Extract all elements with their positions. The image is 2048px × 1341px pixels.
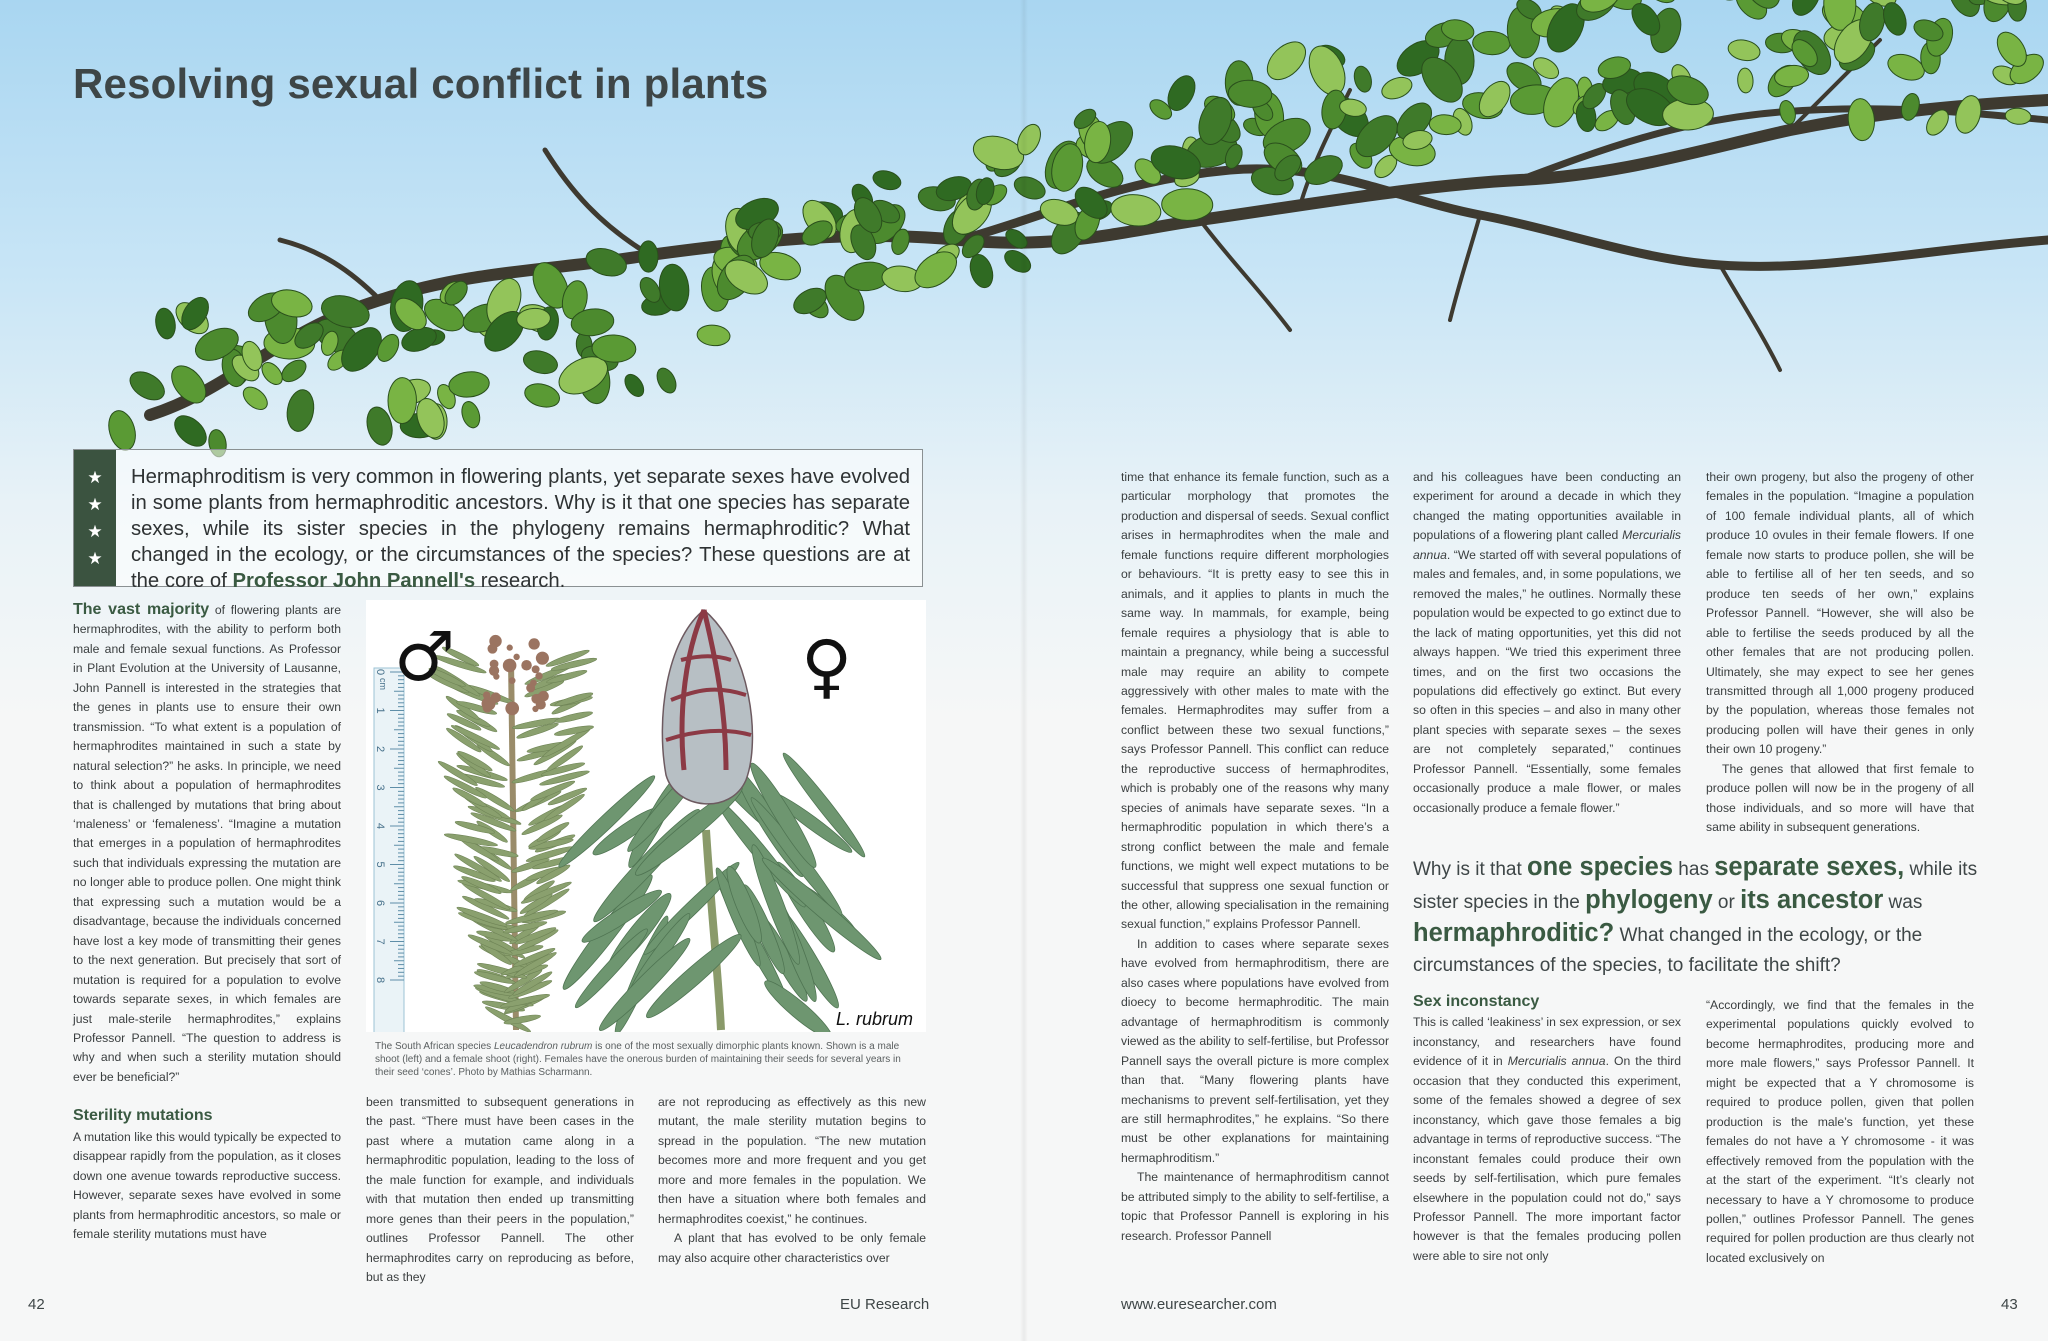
figure-caption: The South African species Leucadendron rubrum is one of the most sexually dimorphic plants known. Shown is a male shoot (left) and a female shoot (right). Females have the onerous burden of maintaining their seeds for several years in their seed ‘cones’. Photo by Mathias Scharmann. (375, 1041, 901, 1078)
ruler-number: 5 (374, 861, 386, 868)
leaf-shape (522, 380, 562, 411)
column-2 (366, 1093, 634, 1288)
flower-bud (536, 699, 546, 709)
column-5-top (1413, 468, 1681, 818)
flower-bud (484, 701, 493, 710)
leaf-shape (1726, 37, 1762, 63)
flower-bud (491, 692, 501, 702)
standfirst-text: Hermaphroditism is very common in flowering plants, yet separate sexes have evolved in some plants from hermaphroditic ancestors. Why is it that one species has separate sexes, while its sister species in the phylogeny remains hermaphroditic? What changed in the ecology, or the circumstances of the species? These questions are at the core of Professor John Pannell's research. (131, 466, 910, 592)
paragraph: The genes that allowed that first female to produce pollen will now be in the progeny of all those individuals, and so more will have that same ability in subsequent generations. (1706, 761, 1974, 835)
paragraph: and his colleagues have been conducting an experiment for around a decade in which they changed the mating opportunities available in populations of a flowering plant called Mercurialis annua. “We started off with several populations of males and females, and, in some populations, we removed the males,” he outlines. Normally these population would be expected to go extinct due to the lack of mating opportunities, yet this did not always happen. “We tried this experiment three times, and on the first two occasions the populations did effectively go extinct. But every so often in this species – and also in many other plant species with separate sexes – the sexes are not completely separated,” continues Professor Pannell. “Essentially, some females occasionally produce a male flower, or males occasionally produce a female flower.” (1413, 470, 1681, 815)
lead-in: The vast majority (73, 601, 210, 618)
leaf-shape (1001, 246, 1035, 277)
leaf-shape (1352, 64, 1374, 94)
flower-bud (483, 691, 491, 699)
ruler-number: 4 (374, 823, 386, 830)
leaf-shape (638, 241, 658, 272)
flower-bud (535, 672, 542, 679)
specimen-illustration (366, 600, 926, 1032)
leaf-shape (104, 408, 139, 454)
paragraph: been transmitted to subsequent generations in the past. “There must have been cases in the past where a mutation came along in a hermaphroditic population, leading to the loss of the male function for example, and individuals with that mutation then ended up transmitting more genes than their peers in the population,” outlines Professor Pannell. The other hermaphrodites carry on reproducing as before, but as they (366, 1095, 634, 1285)
paragraph: are not reproducing as effectively as this new mutant, the male sterility mutation begins to spread in the population. “The new mutation becomes more and more frequent and you get more and more females in the population. We then have a situation where both females and hermaphrodites coexist,” he continues. (658, 1095, 926, 1226)
column-6-top (1706, 468, 1974, 838)
ruler-number: 3 (374, 784, 386, 791)
flower-bud (507, 645, 513, 651)
flower-bud (526, 683, 535, 692)
flower-bud (521, 660, 532, 671)
paragraph: A plant that has evolved to be only female may also acquire other characteristics over (658, 1231, 926, 1265)
male-symbol-icon: ♂ (394, 618, 455, 697)
column-1 (73, 600, 341, 1245)
leaf-shape (1777, 99, 1797, 126)
page-number-left: 42 (28, 1296, 45, 1313)
leaf-shape (653, 365, 680, 396)
leaf-shape (1472, 31, 1510, 55)
ruler-number: 7 (374, 938, 386, 945)
leaf-shape (1302, 41, 1352, 101)
flower-bud (513, 654, 519, 660)
website-link[interactable]: www.euresearcher.com (1121, 1296, 1277, 1313)
flower-bud (493, 673, 499, 679)
leaf-shape (871, 168, 903, 193)
intro-paragraph: The vast majority of flowering plants are hermaphrodites, with the ability to perform both male and female sexual functions. As Professor in Plant Evolution at the University of Lausanne, John Pannell is interested in the strategies that the genes in plants use to ensure their own transmission. “To what extent is a population of hermaphrodites maintained in such a state by natural selection?” he asks. In principle, we need to think about a population of hermaphrodites that is challenged by mutations that bring about ‘maleness’ or ‘femaleness’. “Imagine a mutation that emerges in a population of hermaphrodites such that individuals expressing the mutation are no longer able to produce pollen. One might think that expressing such a mutation would be a disadvantage, because the individuals concerned have lost a key mode of transmitting their genes to the next generation. But precisely that sort of mutation is required for a population to evolve towards separate sexes, in which females are just male-sterile hermaphrodites,” explains Professor Pannell. “The question to address is why and when such a sterility mutation should ever be beneficial?” (73, 601, 341, 1084)
leaf-shape (583, 244, 630, 281)
paragraph: time that enhance its female function, such as a particular morphology that promotes the production and dispersal of seeds. Sexual conflict arises in hermaphrodites when the male and female functions require different morphologies or behaviours. “It is pretty easy to see this in animals, and it applies to plants in much the same way. In mammals, for example, being female requires a physiology that is able to maintain a pregnancy, while being a successful male may require an ability to compete aggressively with other males to mate with the females. Hermaphrodites may suffer from a conflict between these two sexual functions,” says Professor Pannell. This conflict can reduce the reproductive success of hermaphrodites, which is probably one of the reasons why many species of animals have separate sexes. “In a hermaphroditic population in which there’s a strong conflict between the male and female functions, we might well expect mutations to be successful that suppress one sexual function or the other, allowing specialisation in the remaining sexual function,” explains Professor Pannell. (1121, 470, 1389, 932)
ruler-number: 6 (374, 900, 386, 907)
flower-bud (528, 638, 539, 649)
paragraph: “Accordingly, we find that the females in the experimental populations quickly evolved to become hermaphrodites, producing more and more male flowers,” says Professor Pannell. It might be expected that a Y chromosome is required to produce pollen, given that pollen production is the male’s function, yet these females do not have a Y chromosome - it was effectively removed from the population with the at the start of the experiment. “It’s clearly not necessary to have a Y chromosome to produce pollen,” outlines Professor Pannell. The genes required for pollen production are thus clearly not located exclusively on (1706, 998, 1974, 1265)
paragraph: A mutation like this would typically be expected to disappear rapidly from the population, as it closes down one avenue towards reproductive success. However, separate sexes have evolved in some plants from hermaphroditic ancestors, so male or female sterility mutations must have (73, 1129, 341, 1242)
ruler-number: 0 (374, 669, 386, 676)
star-bar (74, 450, 116, 586)
leaf-shape (1846, 98, 1876, 142)
star-icon: ★ (87, 494, 103, 514)
leaf-shape (1737, 68, 1754, 94)
leaf-shape (278, 356, 310, 386)
female-symbol-icon: ♀ (801, 625, 853, 707)
leaf-shape (696, 324, 731, 347)
author-highlight: Professor John Pannell's (232, 570, 476, 592)
column-4 (1121, 468, 1389, 1246)
flower-bud (488, 644, 498, 654)
ruler-unit: cm (378, 678, 388, 690)
leaf-shape (1011, 173, 1048, 204)
page-spine (1020, 0, 1028, 1341)
paragraph: This is called ‘leakiness’ in sex expression, or sex inconstancy, and researchers have found evidence of it in Mercurialis annua. On the third occasion that they conducted this experiment, some of the females showed a degree of sex inconstancy, which gave those females a big advantage in terms of reproductive success. “The inconstant females could produce their own seeds by self-fertilisation, which pure females elsewhere in the population could not do,” says Professor Pannell. The more important factor however is that the females producing pollen were able to sire not only (1413, 1015, 1682, 1263)
magazine-name: EU Research (840, 1296, 930, 1313)
flower-bud (505, 701, 519, 715)
leaf-shape (1644, 0, 1679, 7)
column-6-bottom (1706, 996, 1974, 1268)
flower-bud (503, 659, 517, 673)
paragraph: their own progeny, but also the progeny of other females in the population. “Imagine a population of 100 female individual plants, all of which produce 10 ovules in their female flowers. If one female now starts to produce pollen, she will be able to fertilise all of her ten seeds, and so produce ten seeds of her own,” explains Professor Pannell. “However, she will also be able to fertilise the seeds produced by all the other females that are not producing pollen. Ultimately, she may expect to see her genes transmitted through all 1,000 progeny produced by the population, whereas those females not producing pollen will have their genes in only their own 10 progeny.” (1706, 470, 1974, 757)
leaf-shape (1379, 73, 1415, 103)
ruler-number: 8 (374, 977, 386, 984)
leaf-shape (284, 388, 317, 434)
subhead-sex-inconstancy: Sex inconstancy (1413, 993, 1540, 1010)
leaf-shape (153, 307, 177, 341)
column-3 (658, 1093, 926, 1268)
specimen-photo (366, 600, 926, 1032)
paragraph: The maintenance of hermaphroditism cannot be attributed simply to the ability to self-fertilise, a topic that Professor Pannell is exploring in his research. Professor Pannell (1121, 1170, 1389, 1243)
column-5-bottom (1413, 992, 1681, 1266)
ruler (374, 668, 404, 1032)
leaf-shape (1260, 35, 1312, 87)
star-icon: ★ (87, 548, 103, 568)
leaf-shape (125, 366, 169, 406)
star-icon: ★ (87, 467, 103, 487)
standfirst-box (73, 449, 923, 592)
leaf-shape (388, 378, 417, 424)
star-icon: ★ (87, 521, 103, 541)
ruler-number: 1 (374, 707, 386, 714)
leaf-shape (1787, 0, 1826, 20)
page-number-right: 43 (2001, 1296, 2018, 1313)
leaf-shape (521, 347, 560, 377)
ruler-number: 2 (374, 746, 386, 753)
pull-quote: Why is it that one species has separate sexes, while its sister species in the phylogeny or its ancestor was hermaphroditic? What changed in the ecology, or the circumstances of the species, to facilitate the shift? (1413, 853, 1978, 976)
leaf-shape (169, 410, 212, 452)
flower-bud (536, 652, 549, 665)
leaf-shape (459, 399, 483, 430)
leaf-shape (2005, 107, 2032, 125)
flower-bud (532, 665, 540, 673)
leaf-shape (239, 383, 271, 414)
leaf-shape (1161, 188, 1213, 221)
species-label: L. rubrum (836, 1009, 914, 1029)
paragraph: In addition to cases where separate sexes have evolved from hermaphroditism, there are also cases where populations have evolved from dioecy to become hermaphroditic. The main advantage of hermaphroditism is commonly viewed as the ability to self-fertilise, but Professor Pannell says the overall picture is more complex than that. “Many flowering plants have mechanisms to prevent self-fertilisation, yet they are still hermaphrodites,” he explains. “So there must be other explanations for maintaining hermaphroditism.” (1121, 936, 1389, 1165)
article-title: Resolving sexual conflict in plants (73, 60, 769, 107)
flower-bud (509, 677, 516, 684)
subhead-sterility: Sterility mutations (73, 1107, 213, 1125)
leaf-shape (621, 371, 647, 400)
